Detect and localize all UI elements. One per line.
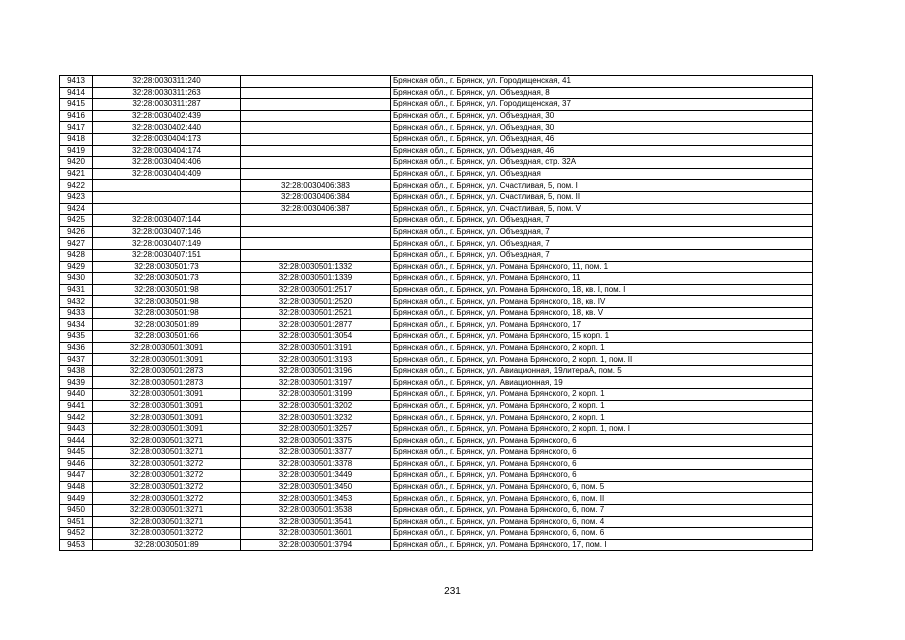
parent-cadastral-number-cell: 32:28:0030407:151: [93, 249, 241, 261]
address-cell: Брянская обл., г. Брянск, ул. Романа Брянского, 6, пом. 4: [391, 516, 813, 528]
cadastral-number-cell: 32:28:0030501:3232: [241, 412, 391, 424]
row-number-cell: 9426: [60, 226, 93, 238]
table-row: [60, 238, 813, 250]
cadastral-number-cell: 32:28:0030501:3538: [241, 504, 391, 516]
table-row: [60, 423, 813, 435]
address-cell: Брянская обл., г. Брянск, ул. Объездная, 30: [391, 110, 813, 122]
cadastral-number-cell: 32:28:0030501:3450: [241, 481, 391, 493]
table-row: [60, 307, 813, 319]
parent-cadastral-number-cell: 32:28:0030407:146: [93, 226, 241, 238]
address-cell: Брянская обл., г. Брянск, ул. Объездная, 46: [391, 145, 813, 157]
parent-cadastral-number-cell: 32:28:0030501:3091: [93, 400, 241, 412]
table-row: [60, 296, 813, 308]
row-number-cell: 9449: [60, 493, 93, 505]
address-cell: Брянская обл., г. Брянск, ул. Городищенская, 41: [391, 76, 813, 88]
parent-cadastral-number-cell: 32:28:0030407:149: [93, 238, 241, 250]
parent-cadastral-number-cell: 32:28:0030501:73: [93, 273, 241, 285]
table-row: [60, 516, 813, 528]
cadastral-number-cell: [241, 110, 391, 122]
address-cell: Брянская обл., г. Брянск, ул. Романа Брянского, 18, кв. V: [391, 307, 813, 319]
table-row: [60, 389, 813, 401]
table-row: [60, 215, 813, 227]
parent-cadastral-number-cell: 32:28:0030501:3272: [93, 458, 241, 470]
parent-cadastral-number-cell: 32:28:0030501:3091: [93, 389, 241, 401]
address-cell: Брянская обл., г. Брянск, ул. Объездная, 7: [391, 226, 813, 238]
cadastral-number-cell: 32:28:0030501:3197: [241, 377, 391, 389]
row-number-cell: 9422: [60, 180, 93, 192]
address-cell: Брянская обл., г. Брянск, ул. Городищенская, 37: [391, 99, 813, 111]
cadastral-number-cell: 32:28:0030501:3601: [241, 528, 391, 540]
row-number-cell: 9419: [60, 145, 93, 157]
row-number-cell: 9453: [60, 539, 93, 551]
parent-cadastral-number-cell: 32:28:0030501:2873: [93, 365, 241, 377]
cadastral-table-body: [60, 76, 813, 551]
row-number-cell: 9423: [60, 191, 93, 203]
row-number-cell: 9433: [60, 307, 93, 319]
address-cell: Брянская обл., г. Брянск, ул. Романа Брянского, 11, пом. 1: [391, 261, 813, 273]
table-row: [60, 539, 813, 551]
row-number-cell: 9438: [60, 365, 93, 377]
row-number-cell: 9441: [60, 400, 93, 412]
address-cell: Брянская обл., г. Брянск, ул. Романа Брянского, 6, пом. II: [391, 493, 813, 505]
table-row: [60, 342, 813, 354]
row-number-cell: 9415: [60, 99, 93, 111]
row-number-cell: 9447: [60, 470, 93, 482]
table-row: [60, 168, 813, 180]
address-cell: Брянская обл., г. Брянск, ул. Романа Брянского, 6: [391, 435, 813, 447]
cadastral-number-cell: 32:28:0030501:3193: [241, 354, 391, 366]
table-row: [60, 76, 813, 88]
address-cell: Брянская обл., г. Брянск, ул. Романа Брянского, 15 корп. 1: [391, 331, 813, 343]
table-row: [60, 284, 813, 296]
table-row: [60, 319, 813, 331]
row-number-cell: 9430: [60, 273, 93, 285]
parent-cadastral-number-cell: 32:28:0030311:240: [93, 76, 241, 88]
address-cell: Брянская обл., г. Брянск, ул. Романа Брянского, 2 корп. 1: [391, 389, 813, 401]
row-number-cell: 9452: [60, 528, 93, 540]
parent-cadastral-number-cell: 32:28:0030501:3091: [93, 412, 241, 424]
parent-cadastral-number-cell: 32:28:0030501:89: [93, 539, 241, 551]
address-cell: Брянская обл., г. Брянск, ул. Романа Брянского, 2 корп. 1, пом. II: [391, 354, 813, 366]
table-row: [60, 458, 813, 470]
parent-cadastral-number-cell: [93, 203, 241, 215]
address-cell: Брянская обл., г. Брянск, ул. Объездная, 7: [391, 238, 813, 250]
cadastral-number-cell: 32:28:0030501:1332: [241, 261, 391, 273]
table-row: [60, 203, 813, 215]
page-number: 231: [444, 586, 461, 597]
parent-cadastral-number-cell: 32:28:0030501:73: [93, 261, 241, 273]
table-row: [60, 99, 813, 111]
row-number-cell: 9424: [60, 203, 93, 215]
row-number-cell: 9413: [60, 76, 93, 88]
row-number-cell: 9432: [60, 296, 93, 308]
cadastral-number-cell: 32:28:0030501:3196: [241, 365, 391, 377]
parent-cadastral-number-cell: 32:28:0030501:3271: [93, 435, 241, 447]
address-cell: Брянская обл., г. Брянск, ул. Объездная, 8: [391, 87, 813, 99]
address-cell: Брянская обл., г. Брянск, ул. Романа Брянского, 2 корп. 1: [391, 400, 813, 412]
cadastral-number-cell: [241, 99, 391, 111]
cadastral-number-cell: 32:28:0030501:2520: [241, 296, 391, 308]
cadastral-number-cell: [241, 238, 391, 250]
address-cell: Брянская обл., г. Брянск, ул. Романа Брянского, 6: [391, 470, 813, 482]
row-number-cell: 9427: [60, 238, 93, 250]
cadastral-number-cell: 32:28:0030501:3199: [241, 389, 391, 401]
cadastral-number-cell: 32:28:0030501:2517: [241, 284, 391, 296]
parent-cadastral-number-cell: 32:28:0030404:174: [93, 145, 241, 157]
row-number-cell: 9446: [60, 458, 93, 470]
cadastral-number-cell: [241, 168, 391, 180]
table-row: [60, 145, 813, 157]
cadastral-number-cell: 32:28:0030501:3794: [241, 539, 391, 551]
cadastral-number-cell: [241, 133, 391, 145]
row-number-cell: 9434: [60, 319, 93, 331]
cadastral-number-cell: [241, 226, 391, 238]
address-cell: Брянская обл., г. Брянск, ул. Объездная, 30: [391, 122, 813, 134]
address-cell: Брянская обл., г. Брянск, ул. Романа Брянского, 2 корп. 1: [391, 412, 813, 424]
table-row: [60, 481, 813, 493]
cadastral-number-cell: 32:28:0030501:3541: [241, 516, 391, 528]
cadastral-number-cell: [241, 76, 391, 88]
row-number-cell: 9451: [60, 516, 93, 528]
row-number-cell: 9421: [60, 168, 93, 180]
row-number-cell: 9444: [60, 435, 93, 447]
parent-cadastral-number-cell: 32:28:0030501:3271: [93, 447, 241, 459]
cadastral-number-cell: [241, 157, 391, 169]
cadastral-number-cell: [241, 122, 391, 134]
table-row: [60, 226, 813, 238]
cadastral-number-cell: 32:28:0030501:3378: [241, 458, 391, 470]
address-cell: Брянская обл., г. Брянск, ул. Романа Брянского, 6, пом. 7: [391, 504, 813, 516]
row-number-cell: 9442: [60, 412, 93, 424]
row-number-cell: 9436: [60, 342, 93, 354]
row-number-cell: 9429: [60, 261, 93, 273]
cadastral-number-cell: 32:28:0030406:387: [241, 203, 391, 215]
cadastral-number-cell: [241, 145, 391, 157]
table-row: [60, 122, 813, 134]
address-cell: Брянская обл., г. Брянск, ул. Романа Брянского, 2 корп. 1: [391, 342, 813, 354]
row-number-cell: 9417: [60, 122, 93, 134]
parent-cadastral-number-cell: 32:28:0030501:89: [93, 319, 241, 331]
table-row: [60, 331, 813, 343]
address-cell: Брянская обл., г. Брянск, ул. Авиационная, 19литераА, пом. 5: [391, 365, 813, 377]
cadastral-number-cell: 32:28:0030501:3377: [241, 447, 391, 459]
address-cell: Брянская обл., г. Брянск, ул. Романа Брянского, 17: [391, 319, 813, 331]
row-number-cell: 9435: [60, 331, 93, 343]
table-row: [60, 261, 813, 273]
table-row: [60, 447, 813, 459]
table-row: [60, 412, 813, 424]
table-row: [60, 470, 813, 482]
address-cell: Брянская обл., г. Брянск, ул. Авиационная, 19: [391, 377, 813, 389]
address-cell: Брянская обл., г. Брянск, ул. Счастливая, 5, пом. I: [391, 180, 813, 192]
row-number-cell: 9448: [60, 481, 93, 493]
parent-cadastral-number-cell: 32:28:0030501:98: [93, 296, 241, 308]
cadastral-number-cell: 32:28:0030501:2877: [241, 319, 391, 331]
row-number-cell: 9428: [60, 249, 93, 261]
address-cell: Брянская обл., г. Брянск, ул. Объездная, стр. 32А: [391, 157, 813, 169]
cadastral-number-cell: 32:28:0030501:3202: [241, 400, 391, 412]
row-number-cell: 9414: [60, 87, 93, 99]
parent-cadastral-number-cell: 32:28:0030501:98: [93, 284, 241, 296]
cadastral-number-cell: 32:28:0030406:384: [241, 191, 391, 203]
cadastral-number-cell: 32:28:0030501:2521: [241, 307, 391, 319]
table-row: [60, 180, 813, 192]
table-row: [60, 133, 813, 145]
parent-cadastral-number-cell: 32:28:0030501:3272: [93, 493, 241, 505]
parent-cadastral-number-cell: [93, 191, 241, 203]
row-number-cell: 9439: [60, 377, 93, 389]
parent-cadastral-number-cell: 32:28:0030407:144: [93, 215, 241, 227]
table-row: [60, 110, 813, 122]
parent-cadastral-number-cell: 32:28:0030501:3091: [93, 354, 241, 366]
parent-cadastral-number-cell: 32:28:0030501:3271: [93, 504, 241, 516]
parent-cadastral-number-cell: 32:28:0030402:439: [93, 110, 241, 122]
parent-cadastral-number-cell: 32:28:0030404:173: [93, 133, 241, 145]
cadastral-number-cell: 32:28:0030501:3054: [241, 331, 391, 343]
address-cell: Брянская обл., г. Брянск, ул. Романа Брянского, 6, пом. 5: [391, 481, 813, 493]
parent-cadastral-number-cell: 32:28:0030501:66: [93, 331, 241, 343]
address-cell: Брянская обл., г. Брянск, ул. Романа Брянского, 6: [391, 447, 813, 459]
table-row: [60, 493, 813, 505]
row-number-cell: 9443: [60, 423, 93, 435]
row-number-cell: 9445: [60, 447, 93, 459]
cadastral-number-cell: 32:28:0030501:3449: [241, 470, 391, 482]
table-row: [60, 249, 813, 261]
cadastral-number-cell: 32:28:0030501:3191: [241, 342, 391, 354]
table-row: [60, 191, 813, 203]
table-row: [60, 435, 813, 447]
address-cell: Брянская обл., г. Брянск, ул. Романа Брянского, 18, кв. IV: [391, 296, 813, 308]
row-number-cell: 9420: [60, 157, 93, 169]
table-row: [60, 504, 813, 516]
table-row: [60, 354, 813, 366]
address-cell: Брянская обл., г. Брянск, ул. Объездная, 7: [391, 215, 813, 227]
parent-cadastral-number-cell: 32:28:0030311:263: [93, 87, 241, 99]
parent-cadastral-number-cell: 32:28:0030501:3271: [93, 516, 241, 528]
address-cell: Брянская обл., г. Брянск, ул. Романа Брянского, 6: [391, 458, 813, 470]
parent-cadastral-number-cell: [93, 180, 241, 192]
cadastral-number-cell: [241, 87, 391, 99]
cadastral-number-cell: [241, 215, 391, 227]
parent-cadastral-number-cell: 32:28:0030501:3272: [93, 481, 241, 493]
parent-cadastral-number-cell: 32:28:0030501:3272: [93, 528, 241, 540]
row-number-cell: 9431: [60, 284, 93, 296]
address-cell: Брянская обл., г. Брянск, ул. Романа Брянского, 11: [391, 273, 813, 285]
address-cell: Брянская обл., г. Брянск, ул. Романа Брянского, 2 корп. 1, пом. I: [391, 423, 813, 435]
address-cell: Брянская обл., г. Брянск, ул. Объездная, 46: [391, 133, 813, 145]
address-cell: Брянская обл., г. Брянск, ул. Романа Брянского, 17, пом. I: [391, 539, 813, 551]
parent-cadastral-number-cell: 32:28:0030404:409: [93, 168, 241, 180]
parent-cadastral-number-cell: 32:28:0030501:3272: [93, 470, 241, 482]
row-number-cell: 9450: [60, 504, 93, 516]
parent-cadastral-number-cell: 32:28:0030402:440: [93, 122, 241, 134]
parent-cadastral-number-cell: 32:28:0030311:287: [93, 99, 241, 111]
table-row: [60, 365, 813, 377]
address-cell: Брянская обл., г. Брянск, ул. Объездная: [391, 168, 813, 180]
row-number-cell: 9425: [60, 215, 93, 227]
row-number-cell: 9437: [60, 354, 93, 366]
row-number-cell: 9440: [60, 389, 93, 401]
parent-cadastral-number-cell: 32:28:0030404:406: [93, 157, 241, 169]
cadastral-number-cell: [241, 249, 391, 261]
address-cell: Брянская обл., г. Брянск, ул. Романа Брянского, 18, кв. I, пом. I: [391, 284, 813, 296]
address-cell: Брянская обл., г. Брянск, ул. Счастливая, 5, пом. V: [391, 203, 813, 215]
parent-cadastral-number-cell: 32:28:0030501:3091: [93, 342, 241, 354]
parent-cadastral-number-cell: 32:28:0030501:2873: [93, 377, 241, 389]
cadastral-number-cell: 32:28:0030501:3375: [241, 435, 391, 447]
table-row: [60, 400, 813, 412]
cadastral-table: [59, 75, 813, 551]
table-row: [60, 377, 813, 389]
table-row: [60, 528, 813, 540]
table-row: [60, 273, 813, 285]
table-row: [60, 157, 813, 169]
table-row: [60, 87, 813, 99]
cadastral-number-cell: 32:28:0030501:1339: [241, 273, 391, 285]
address-cell: Брянская обл., г. Брянск, ул. Счастливая, 5, пом. II: [391, 191, 813, 203]
parent-cadastral-number-cell: 32:28:0030501:3091: [93, 423, 241, 435]
row-number-cell: 9416: [60, 110, 93, 122]
cadastral-number-cell: 32:28:0030501:3453: [241, 493, 391, 505]
parent-cadastral-number-cell: 32:28:0030501:98: [93, 307, 241, 319]
row-number-cell: 9418: [60, 133, 93, 145]
address-cell: Брянская обл., г. Брянск, ул. Объездная, 7: [391, 249, 813, 261]
address-cell: Брянская обл., г. Брянск, ул. Романа Брянского, 6, пом. 6: [391, 528, 813, 540]
cadastral-number-cell: 32:28:0030406:383: [241, 180, 391, 192]
cadastral-number-cell: 32:28:0030501:3257: [241, 423, 391, 435]
